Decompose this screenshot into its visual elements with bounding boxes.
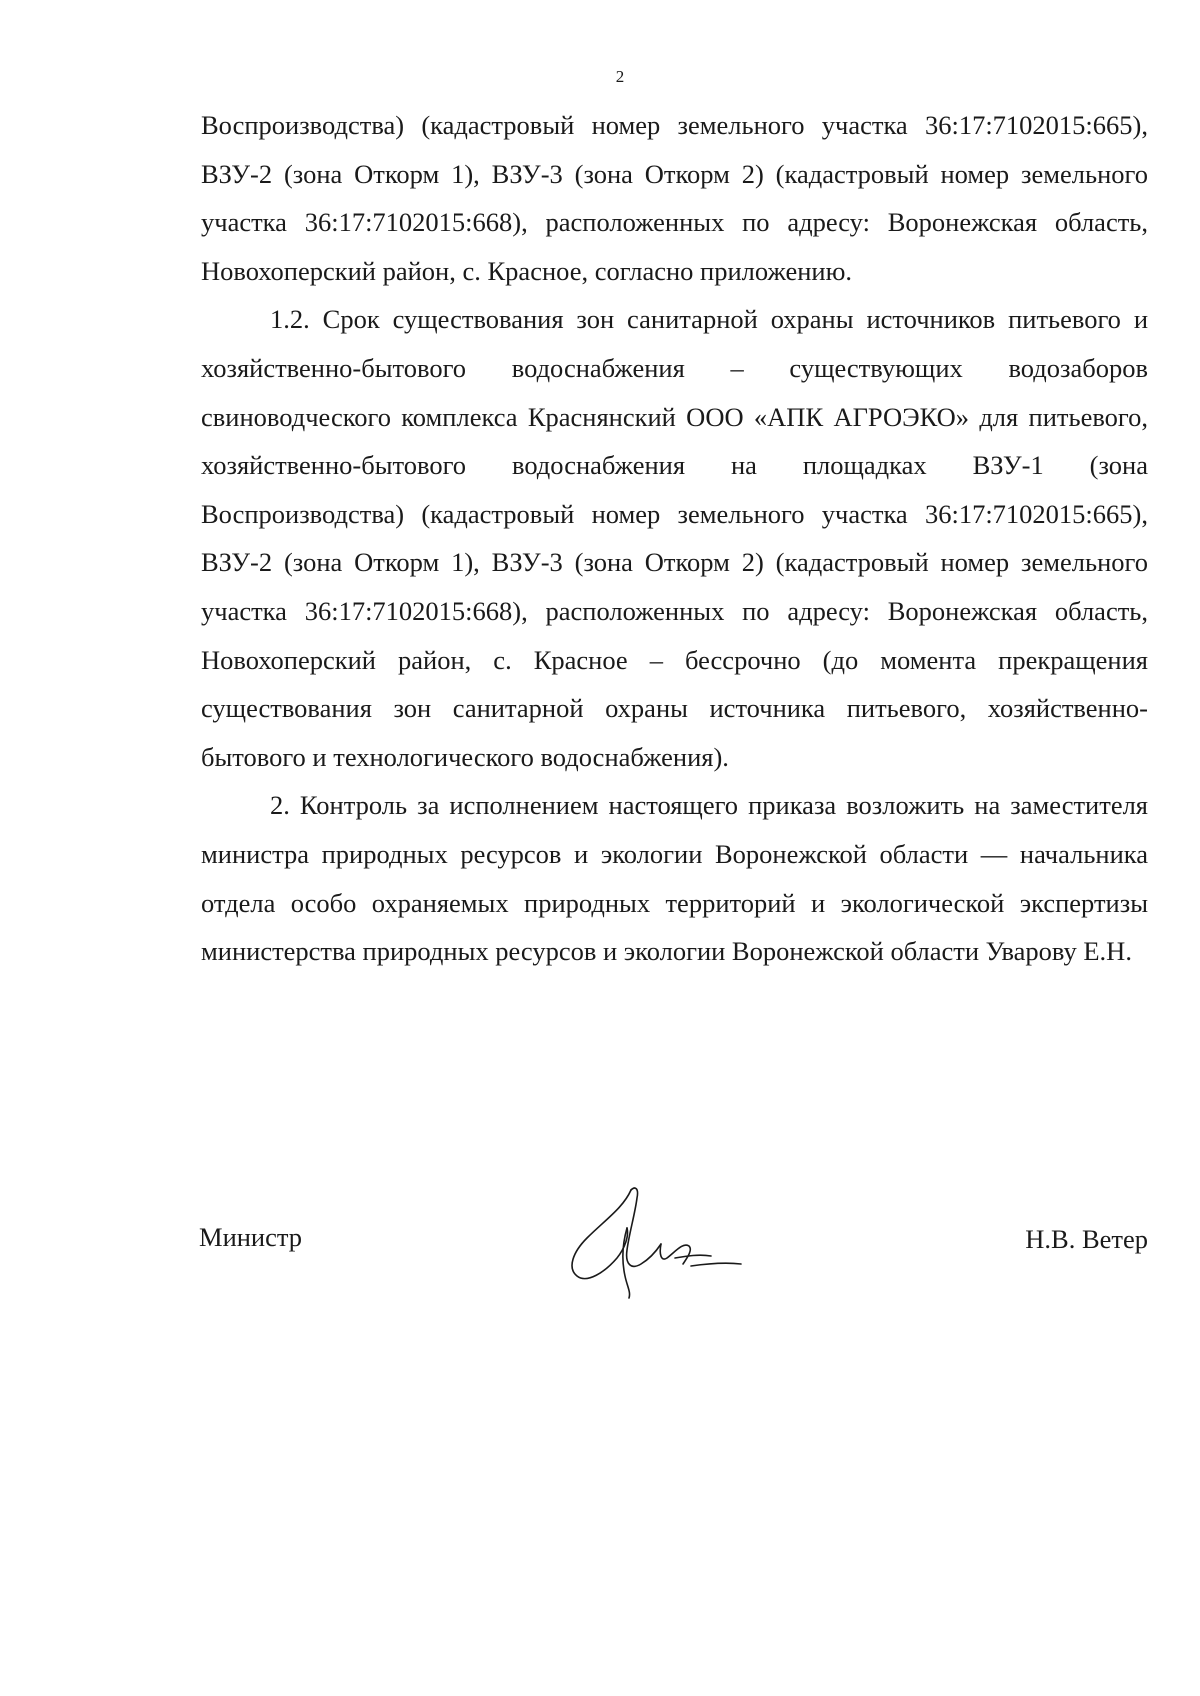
- page-number: 2: [615, 67, 625, 86]
- paragraph-1-2: 1.2. Срок существования зон санитарной охраны источников питьевого и хозяйственно-бытового водоснабжения – существующих водозаборов свиноводческого комплекса Краснянский ООО «АПК АГРОЭКО» для питьевого, хозяйственно-бытового водоснабжения на площадках ВЗУ-1 (зона Воспроизводства) (кадастровый номер земельного участка 36:17:7102015:665), ВЗУ-2 (зона Откорм 1), ВЗУ-3 (зона Откорм 2) (кадастровый номер земельного участка 36:17:7102015:668), расположенных по адресу: Воронежская область, Новохоперский район, с. Красное – бессрочно (до момента прекращения существования зон санитарной охраны источника питьевого, хозяйственно-бытового и технологического водоснабжения).: [201, 304, 1148, 772]
- signatory-name: Н.В. Ветер: [1025, 1224, 1148, 1254]
- handwritten-signature: [565, 1180, 745, 1310]
- paragraph-2: 2. Контроль за исполнением настоящего приказа возложить на заместителя министра природных ресурсов и экологии Воронежской области — начальника отдела особо охраняемых природных территорий и экологической экспертизы министерства природных ресурсов и экологии Воронежской области Уварову Е.Н.: [201, 790, 1148, 967]
- paragraph-continuation: Воспроизводства) (кадастровый номер земельного участка 36:17:7102015:665), ВЗУ-2 (зона Откорм 1), ВЗУ-3 (зона Откорм 2) (кадастровый номер земельного участка 36:17:7102015:668), расположенных по адресу: Воронежская область, Новохоперский район, с. Красное, согласно приложению.: [201, 110, 1148, 286]
- document-body: [201, 101, 1148, 976]
- signatory-title: Министр: [199, 1222, 303, 1252]
